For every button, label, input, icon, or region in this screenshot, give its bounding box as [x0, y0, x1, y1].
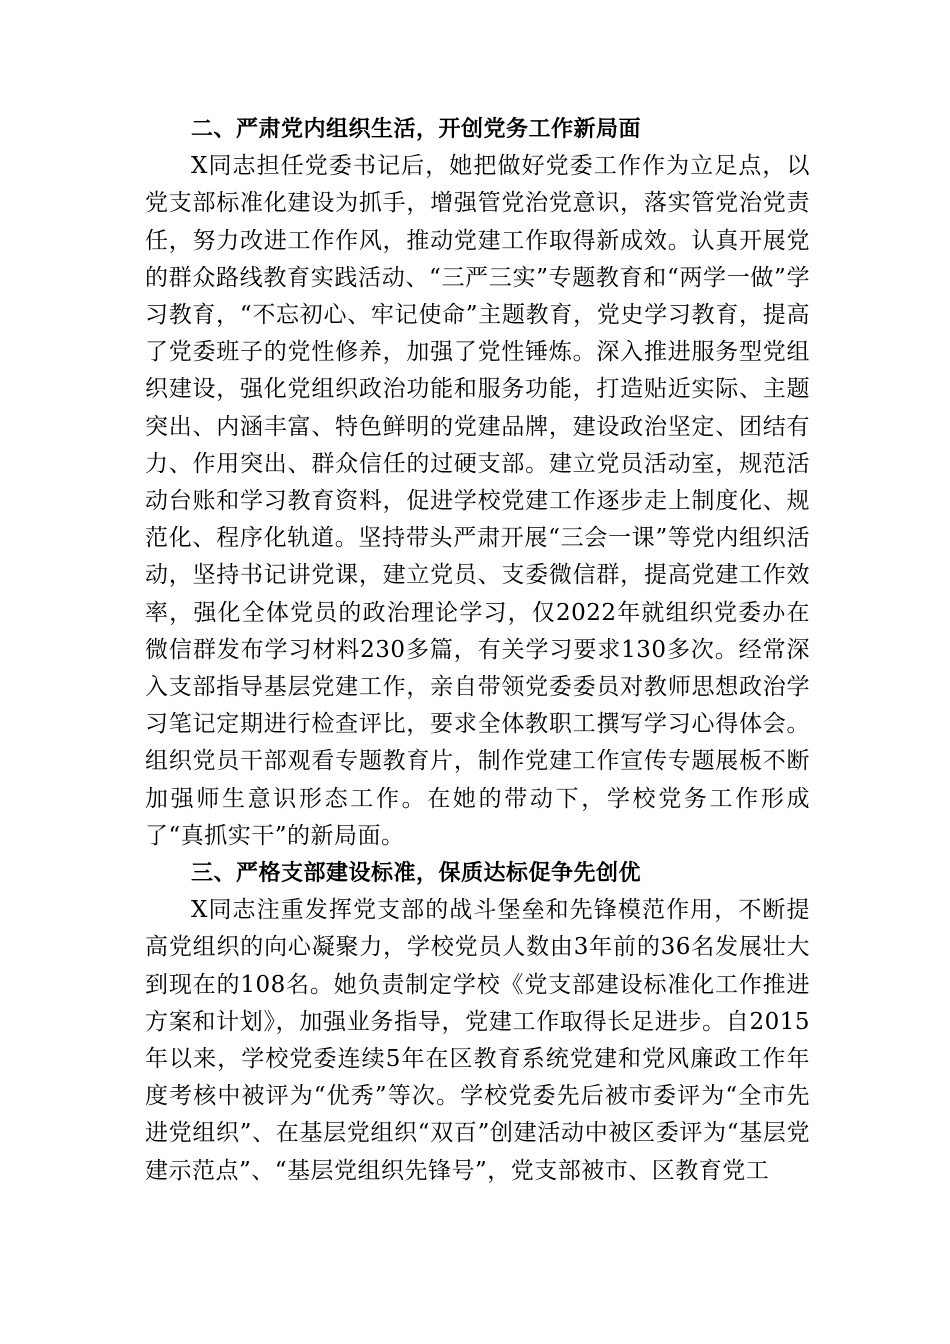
section-3-heading: 三、严格支部建设标准，保质达标促争先创优	[191, 861, 642, 887]
section-2-heading: 二、严肃党内组织生活，开创党务工作新局面	[191, 117, 642, 142]
section-3-paragraph: X同志注重发挥党支部的战斗堡垒和先锋模范作用，不断提高党组织的向心凝聚力，学校党员人数由3年前的36名发展壮大到现在的108名。她负责制定学校《党支部建设标准化工作推进方案和计划》，加强业务指导，党建工作取得长足进步。自2015年以来，学校党委连续5年在区教育系统党建和党风廉政工作年度考核中被评为“优秀”等次。学校党委先后被市委评为“全市先进党组织”、在基层党组织“双百”创建活动中被区委评为“基层党建示范点”、“基层党组织先锋号”，党支部被市、区教育党工	[145, 897, 810, 1184]
document-body	[145, 111, 810, 1190]
section-2-paragraph: X同志担任党委书记后，她把做好党委工作作为立足点，以党支部标准化建设为抓手，增强管党治党意识，落实管党治党责任，努力改进工作作风，推动党建工作取得新成效。认真开展党的群众路线教育实践活动、“三严三实”专题教育和“两学一做”学习教育，“不忘初心、牢记使命”主题教育，党史学习教育，提高了党委班子的党性修养，加强了党性锤炼。深入推进服务型党组织建设，强化党组织政治功能和服务功能，打造贴近实际、主题突出、内涵丰富、特色鲜明的党建品牌，建设政治坚定、团结有力、作用突出、群众信任的过硬支部。建立党员活动室，规范活动台账和学习教育资料，促进学校党建工作逐步走上制度化、规范化、程序化轨道。坚持带头严肃开展“三会一课”等党内组织活动，坚持书记讲党课，建立党员、支委微信群，提高党建工作效率，强化全体党员的政治理论学习，仅2022年就组织党委办在微信群发布学习材料230多篇，有关学习要求130多次。经常深入支部指导基层党建工作，亲自带领党委委员对教师思想政治学习笔记定期进行检查评比，要求全体教职工撰写学习心得体会。组织党员干部观看专题教育片，制作党建工作宣传专题展板不断加强师生意识形态工作。在她的带动下，学校党务工作形成了“真抓实干”的新局面。	[145, 153, 810, 849]
